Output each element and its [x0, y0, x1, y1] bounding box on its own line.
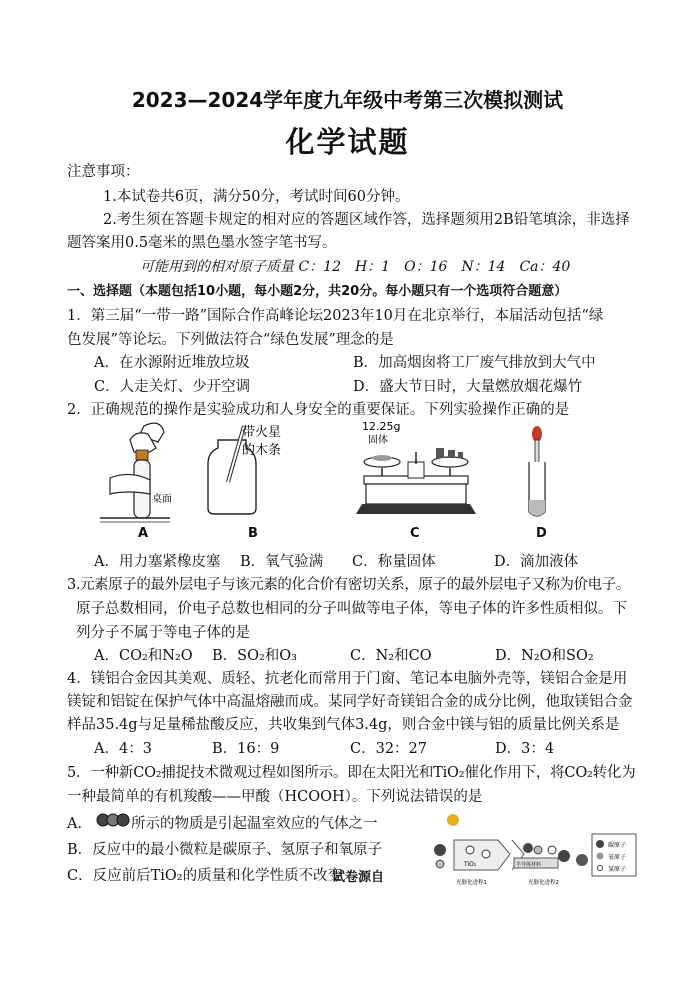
- q1-line1: 1．第三届“一带一路”国际合作高峰论坛2023年10月在北京举行，本届活动包括“绿: [67, 308, 604, 324]
- notes-heading: 注意事项：: [67, 164, 140, 180]
- figure-a-letter: A: [138, 526, 149, 541]
- notes-item-1: 1.本试卷共6页，满分50分，考试时间60分钟。: [103, 189, 410, 205]
- fig-semiconductor: 半导体材料: [516, 862, 542, 868]
- figure-d-letter: D: [536, 526, 547, 541]
- figure-b-oxygen-test: [200, 422, 310, 522]
- q3-option-b: B．SO₂和O₃: [212, 648, 297, 664]
- legend-carbon: 碳原子: [608, 842, 627, 849]
- figure-b-text-2: 的木条: [242, 443, 282, 458]
- q2-option-a: A．用力塞紧橡皮塞: [94, 554, 221, 570]
- q4-option-b: B．16：9: [212, 741, 280, 757]
- q3-line1: 3.元素原子的最外层电子与该元素的化合价有密切关系，原子的最外层电子又称为价电子。: [67, 577, 630, 593]
- figure-c-balance: [352, 418, 480, 518]
- q4-line3: 样品35.4g与足量稀盐酸反应，共收集到气体3.4g，则合金中镁与铝的质量比例关系是: [67, 717, 620, 733]
- q5-option-a-prefix: A．: [67, 816, 92, 832]
- q4-option-d: D．3：4: [495, 741, 555, 757]
- q1-line2: 色发展”等论坛。下列做法符合“绿色发展”理念的是: [67, 332, 394, 348]
- q4-option-c: C．32：27: [350, 741, 427, 757]
- q2-option-c: C．称量固体: [352, 554, 436, 570]
- q3-option-c: C．N₂和CO: [350, 648, 432, 664]
- q1-option-b: B．加高烟囱将工厂废气排放到大气中: [353, 355, 596, 371]
- figure-c-letter: C: [410, 526, 420, 541]
- q3-option-d: D．N₂O和SO₂: [495, 648, 594, 664]
- q5-line2: 一种最简单的有机羧酸——甲酸（HCOOH）。下列说法错误的是: [67, 789, 483, 805]
- figure-b-letter: B: [248, 526, 258, 541]
- q5-option-a-text: 所示的物质是引起温室效应的气体之一: [131, 816, 378, 832]
- q4-line2: 镁锭和铝锭在保护气体中高温熔融而成。某同学好奇镁铝合金的成分比例，他取镁铝合金: [67, 694, 633, 710]
- q2-stem: 2．正确规范的操作是实验成功和人身安全的重要保证。下列实验操作正确的是: [67, 402, 570, 418]
- legend-hydrogen: 氢原子: [608, 866, 627, 873]
- exam-title: 2023—2024学年度九年级中考第三次模拟测试: [131, 88, 564, 112]
- q5-line1: 5．一种新CO₂捕捉技术微观过程如图所示。即在太阳光和TiO₂催化作用下，将CO₂转化为: [67, 765, 636, 781]
- figure-c-mass: 12.25g: [362, 420, 401, 433]
- figure-b-text-1: 带火星: [242, 425, 282, 440]
- co2-capture-diagram: [428, 810, 638, 892]
- q3-line3: 列分子不属于等电子体的是: [76, 625, 250, 641]
- notes-item-2-line2: 题答案用0.5毫米的黑色墨水签字笔书写。: [67, 235, 337, 251]
- section-heading: 一、选择题（本题包括10小题，每小题2分，共20分。每小题只有一个选项符合题意）: [67, 284, 568, 299]
- q3-line2: 原子总数相同，价电子总数也相同的分子叫做等电子体，等电子体的许多性质相似。下: [76, 601, 627, 617]
- q1-option-d: D．盛大节日时，大量燃放烟花爆竹: [353, 379, 583, 395]
- q1-option-a: A．在水源附近堆放垃圾: [94, 355, 250, 371]
- figure-a-table-label: 桌面: [152, 494, 172, 505]
- watermark-text: 试卷源自: [332, 870, 385, 885]
- legend-oxygen: 氧原子: [608, 854, 627, 861]
- fig-tio2: TiO₂: [464, 861, 477, 868]
- co2-molecule-icon: [96, 810, 130, 830]
- q5-option-b: B．反应中的最小微粒是碳原子、氢原子和氧原子: [67, 842, 383, 858]
- figure-c-solid: 固体: [368, 435, 388, 446]
- notes-item-2-line1: 2.考生须在答题卡规定的相对应的答题区域作答，选择题须用2B铅笔填涂，非选择: [103, 212, 630, 228]
- subject-title: 化学试题: [285, 125, 410, 159]
- figure-d-dropper: [512, 422, 562, 522]
- q4-line1: 4．镁铝合金因其美观、质轻、抗老化而常用于门窗、笔记本电脑外壳等，镁铝合金是用: [67, 671, 628, 687]
- fig-process-1: 光催化进程1: [456, 880, 487, 886]
- sun-icon: [447, 814, 459, 826]
- atomic-masses: 可能用到的相对原子质量 C：12 H：1 O：16 N：14 Ca：40: [140, 259, 571, 275]
- q3-option-a: A．CO₂和N₂O: [94, 648, 193, 664]
- q2-option-b: B．氧气验满: [240, 554, 324, 570]
- q2-option-d: D．滴加液体: [494, 554, 579, 570]
- q5-option-c: C．反应前后TiO₂的质量和化学性质不改变: [67, 868, 343, 884]
- q1-option-c: C．人走关灯、少开空调: [94, 379, 251, 395]
- figure-a-stopper: [100, 418, 200, 528]
- fig-process-2: 光催化进程2: [528, 880, 559, 886]
- q4-option-a: A．4：3: [94, 741, 152, 757]
